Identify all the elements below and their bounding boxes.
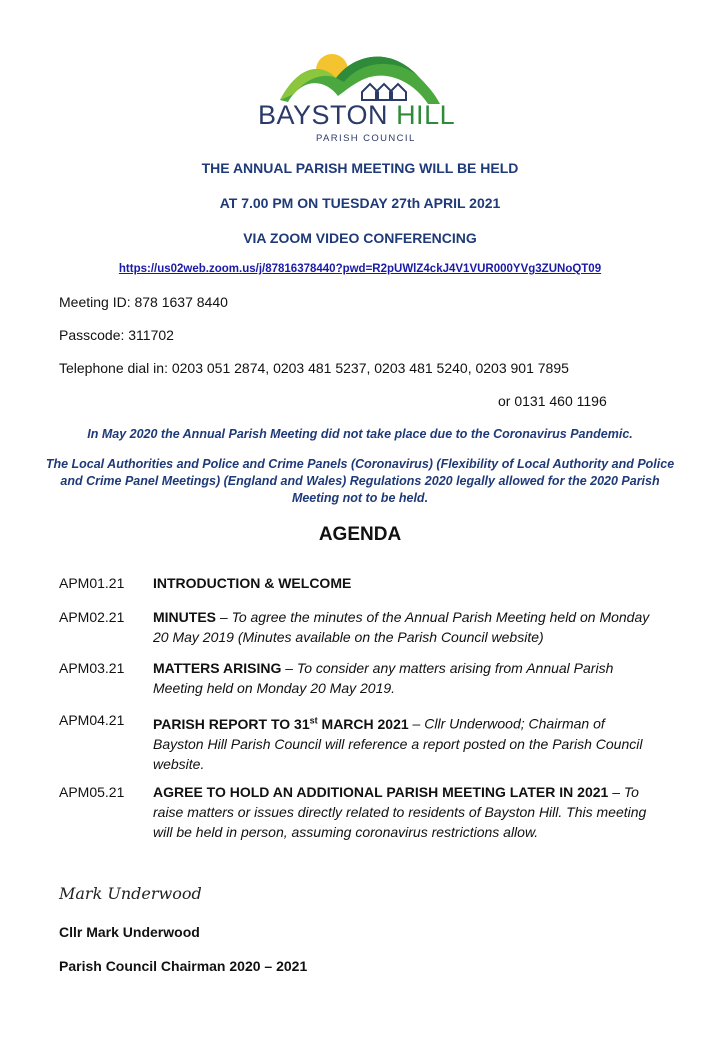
agenda-item-description: To agree the minutes of the Annual Parish Meeting held on Monday 20 May 2019 (Minutes available on the Parish Council website) [153,609,650,645]
meeting-id-text: Meeting ID: 878 1637 8440 [59,294,228,310]
agenda-item-code: APM03.21 [59,660,125,676]
agenda-item-separator: – [408,715,425,732]
agenda-item-code: APM04.21 [59,712,125,728]
agenda-item-body [153,573,653,593]
logo-title-part2: HILL [396,100,456,130]
agenda-title: AGENDA [318,524,402,545]
agenda-item-separator: – [608,784,624,800]
agenda-item-title: AGREE TO HOLD AN ADDITIONAL PARISH MEETING LATER IN 2021 [153,784,609,800]
notice-regulations: The Local Authorities and Police and Crime Panels (Coronavirus) (Flexibility of Local Authority and Police and Crime Panel Meetings) (England and Wales) Regulations 2020 legally allowed for the 2020 Parish Meeting not to be held. [45,457,675,505]
heading-date-time: AT 7.00 PM ON TUESDAY 27th APRIL 2021 [219,195,501,211]
agenda-item-title [153,716,409,732]
agenda-item-separator: – [216,609,232,625]
telephone-alt-text: or 0131 460 1196 [498,393,607,409]
agenda-item-description: Cllr Underwood; Chairman of Bayston Hill Parish Council will reference a report posted on the Parish Council website. [153,715,643,772]
agenda-item-title: MINUTES [153,609,216,625]
passcode-text: Passcode: 311702 [59,327,174,343]
logo-subtitle: PARISH COUNCIL [316,133,416,144]
agenda-item-code: APM02.21 [59,609,125,625]
agenda-item-code: APM05.21 [59,784,125,800]
agenda-item-body [153,607,653,647]
agenda-item-body [153,710,653,774]
agenda-item-title-superscript: st [309,715,318,725]
agenda-item-description: To raise matters or issues directly related to residents of Bayston Hill. This meeting will be held in person, assuming coronavirus restrictions allow. [153,784,647,840]
agenda-item-body [153,782,663,842]
agenda-item-code: APM01.21 [59,575,125,591]
agenda-item-title-main: PARISH REPORT TO 31 [153,715,310,732]
notice-2020-cancelled: In May 2020 the Annual Parish Meeting did not take place due to the Coronavirus Pandemic. [87,427,633,441]
signer-role: Parish Council Chairman 2020 – 2021 [59,958,308,974]
agenda-item-body [153,658,653,698]
bayston-hill-logo [258,48,460,150]
telephone-dial-in-text: Telephone dial in: 0203 051 2874, 0203 481 5237, 0203 481 5240, 0203 901 7895 [59,360,569,376]
agenda-item-title: MATTERS ARISING [153,660,282,676]
zoom-meeting-link[interactable]: https://us02web.zoom.us/j/87816378440?pwd=R2pUWlZ4ckJ4V1VUR000YVg3ZUNoQT09 [118,263,602,275]
agenda-item-title-rest: MARCH 2021 [317,715,409,732]
heading-meeting: THE ANNUAL PARISH MEETING WILL BE HELD [201,160,519,176]
logo-title-part1: BAYSTON [258,100,389,130]
agenda-item-title: INTRODUCTION & WELCOME [153,575,352,591]
heading-zoom: VIA ZOOM VIDEO CONFERENCING [243,230,477,246]
logo-title [258,100,460,130]
signer-name: Cllr Mark Underwood [59,924,200,940]
agenda-item-description: To consider any matters arising from Annual Parish Meeting held on Monday 20 May 2019. [153,660,614,696]
handwritten-signature: Mark Underwood [59,884,202,903]
agenda-item-separator: – [281,660,297,676]
hills-and-sun-icon [258,48,460,108]
